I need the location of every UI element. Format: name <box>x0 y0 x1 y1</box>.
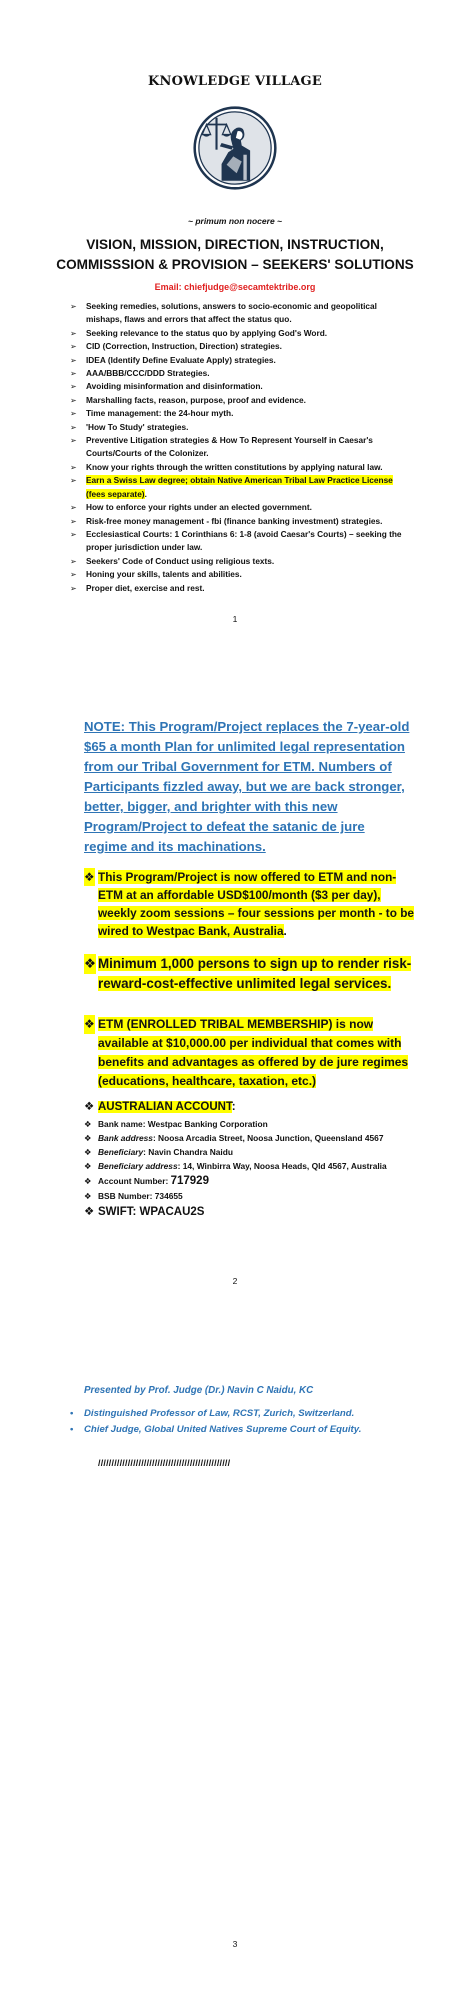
page-heading <box>40 235 430 275</box>
minimum-block <box>84 954 414 994</box>
bank-address-row: ❖ Bank address: Noosa Arcadia Street, Noosa Junction, Queensland 4567 <box>84 1133 384 1143</box>
bank-name-row: ❖ Bank name: Westpac Banking Corporation <box>84 1119 268 1129</box>
beneficiary-row: ❖ Beneficiary: Navin Chandra Naidu <box>84 1147 233 1157</box>
list-item: ➢ CID (Correction, Instruction, Direction) strategies. <box>70 340 410 353</box>
list-item: ➢ Proper diet, exercise and rest. <box>70 582 410 595</box>
page-number: 1 <box>232 614 238 624</box>
list-item: ➢ Preventive Litigation strategies & How To Represent Yourself in Caesar's Courts/Courts of the Colonizer. <box>70 435 373 459</box>
diamond-bullet-icon: ❖ <box>84 1206 95 1218</box>
arrow-bullet-icon: ➢ <box>70 342 77 352</box>
membership-block <box>84 1015 414 1091</box>
arrow-bullet-icon: ➢ <box>70 570 77 580</box>
arrow-bullet-icon: ➢ <box>70 529 77 539</box>
arrow-bullet-icon: ➢ <box>70 355 77 365</box>
slash-divider: ///////////////////////////////////////////////// <box>98 1458 231 1468</box>
program-note: NOTE: This Program/Project replaces the 7-year-old $65 a month Plan for unlimited legal representation from our Tribal Government for ETM. Numbers of Participants fizzled away, but we are back stronger, better, bigger, and brighter with this new Program/Project to defeat the satanic de jure regime and its machinations. <box>84 719 410 854</box>
list-item: ➢ Avoiding misinformation and disinformation. <box>70 380 410 393</box>
list-item: ➢ Seeking relevance to the status quo by applying God's Word. <box>70 327 410 340</box>
offer-block: ❖ This Program/Project is now offered to ETM and non-ETM at an affordable USD$100/month ($3 per day), weekly zoom sessions – four sessions per month - to be wired to Westpac Bank, Australia. <box>84 870 414 938</box>
topics-list <box>70 300 410 595</box>
list-item: ➢ Seekers' Code of Conduct using religious texts. <box>70 555 410 568</box>
heading-line-2: COMMISSSION & PROVISION – SEEKERS' SOLUTIONS <box>56 257 414 272</box>
list-item: ➢ Time management: the 24-hour myth. <box>70 407 410 420</box>
credentials-list <box>70 1406 410 1438</box>
diamond-bullet-icon: ❖ <box>84 1176 92 1186</box>
arrow-bullet-icon: ➢ <box>70 556 77 566</box>
list-item: ➢ Honing your skills, talents and abilities. <box>70 568 410 581</box>
offer-text: This Program/Project is now offered to ETM and non-ETM at an affordable USD$100/month ($3 per day), weekly zoom sessions – four sessions per month - to be wired to Westpac Bank, Australia <box>98 870 414 938</box>
document-title: KNOWLEDGE VILLAGE <box>148 74 322 89</box>
list-item: ➢ Ecclesiastical Courts: 1 Corinthians 6: 1-8 (avoid Caesar's Courts) – seeking the proper jurisdiction under law. <box>70 528 402 553</box>
list-item: ➢ IDEA (Identify Define Evaluate Apply) strategies. <box>70 354 410 367</box>
diamond-bullet-icon: ❖ <box>84 1101 95 1113</box>
list-item: • Chief Judge, Global United Natives Supreme Court of Equity. <box>70 1422 410 1438</box>
page-number: 2 <box>232 1276 238 1286</box>
list-item: ➢ 'How To Study' strategies. <box>70 421 410 434</box>
bsb-row: ❖ BSB Number: 734655 <box>84 1191 183 1201</box>
bank-details-list <box>84 1098 424 1221</box>
arrow-bullet-icon: ➢ <box>70 516 77 526</box>
lady-justice-emblem-icon <box>193 106 277 190</box>
list-item: ➢ Seeking remedies, solutions, answers to socio-economic and geopolitical mishaps, flaws and errors that affect the status quo. <box>70 301 377 325</box>
list-item: • Distinguished Professor of Law, RCST, Zurich, Switzerland. <box>70 1406 410 1422</box>
motto: ~ primum non nocere ~ <box>188 216 282 226</box>
arrow-bullet-icon: ➢ <box>70 328 77 338</box>
list-item: ➢ Know your rights through the written constitutions by applying natural law. <box>70 461 410 474</box>
arrow-bullet-icon: ➢ <box>70 436 77 446</box>
diamond-bullet-icon: ❖ <box>84 954 96 974</box>
account-heading: ❖ AUSTRALIAN ACCOUNT: <box>84 1098 424 1117</box>
list-item: ➢ AAA/BBB/CCC/DDD Strategies. <box>70 367 410 380</box>
diamond-bullet-icon: ❖ <box>84 1133 92 1143</box>
bullet-icon: • <box>70 1424 74 1435</box>
swift-row: ❖ SWIFT: WPACAU2S <box>84 1203 424 1221</box>
minimum-text: Minimum 1,000 persons to sign up to render risk-reward-cost-effective unlimited legal services. <box>98 956 412 991</box>
list-item: ➢ How to enforce your rights under an elected government. <box>70 501 410 514</box>
list-item: ➢ Earn a Swiss Law degree; obtain Native American Tribal Law Practice License (fees separate). <box>70 475 393 499</box>
heading-line-1: VISION, MISSION, DIRECTION, INSTRUCTION, <box>86 237 384 252</box>
account-number-row: ❖ Account Number: 717929 <box>84 1175 209 1187</box>
page-number: 3 <box>232 1939 238 1949</box>
diamond-bullet-icon: ❖ <box>84 1119 92 1129</box>
arrow-bullet-icon: ➢ <box>70 476 77 486</box>
arrow-bullet-icon: ➢ <box>70 382 77 392</box>
arrow-bullet-icon: ➢ <box>70 395 77 405</box>
list-item: ➢ Marshalling facts, reason, purpose, proof and evidence. <box>70 394 410 407</box>
diamond-bullet-icon: ❖ <box>84 1147 92 1157</box>
bullet-icon: • <box>70 1408 74 1419</box>
presenter-line: Presented by Prof. Judge (Dr.) Navin C Naidu, KC <box>84 1385 314 1396</box>
highlighted-text: Earn a Swiss Law degree; obtain Native American Tribal Law Practice License (fees separate) <box>86 475 393 499</box>
diamond-bullet-icon: ❖ <box>84 1015 95 1034</box>
arrow-bullet-icon: ➢ <box>70 369 77 379</box>
arrow-bullet-icon: ➢ <box>70 503 77 513</box>
arrow-bullet-icon: ➢ <box>70 409 77 419</box>
arrow-bullet-icon: ➢ <box>70 462 77 472</box>
diamond-bullet-icon: ❖ <box>84 870 95 884</box>
diamond-bullet-icon: ❖ <box>84 1161 92 1171</box>
arrow-bullet-icon: ➢ <box>70 422 77 432</box>
contact-email[interactable]: Email: chiefjudge@secamtektribe.org <box>154 282 316 292</box>
membership-text: ETM (ENROLLED TRIBAL MEMBERSHIP) is now available at $10,000.00 per individual that comes with benefits and advantages as offered by de jure regimes (educations, healthcare, taxation, etc.) <box>98 1017 409 1088</box>
beneficiary-address-row: ❖ Beneficiary address: 14, Winbirra Way, Noosa Heads, Qld 4567, Australia <box>84 1161 387 1171</box>
arrow-bullet-icon: ➢ <box>70 302 77 311</box>
arrow-bullet-icon: ➢ <box>70 583 77 593</box>
diamond-bullet-icon: ❖ <box>84 1191 92 1201</box>
list-item: ➢ Risk-free money management - fbi (finance banking investment) strategies. <box>70 515 410 528</box>
